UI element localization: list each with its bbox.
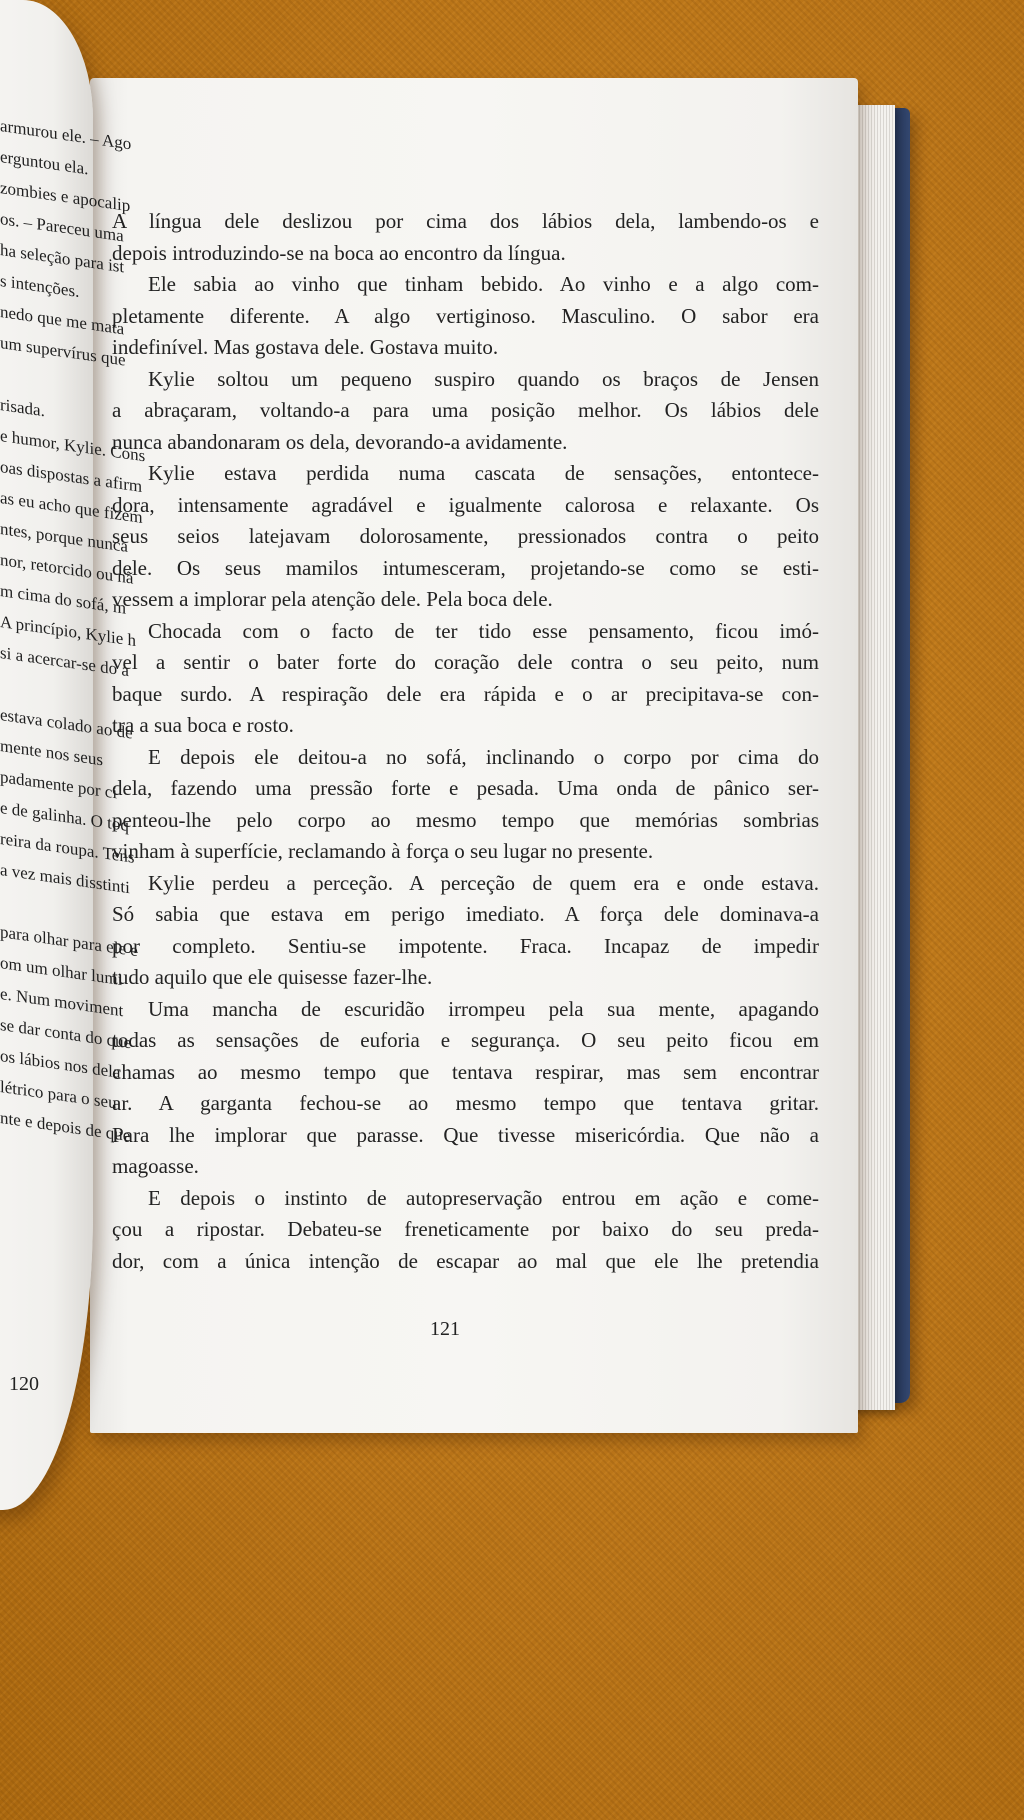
text-line: dela, fazendo uma pressão forte e pesada. Uma onda de pânico ser- (112, 776, 819, 800)
text-line: A língua dele deslizou por cima dos lábios dela, lambendo-os e (112, 209, 819, 233)
left-text-line: as eu acho que fizem (0, 488, 143, 528)
left-text-line: om um olhar lumi (0, 953, 123, 990)
left-text-line: m cima do sofá, m (0, 581, 127, 618)
left-text-line: mente nos seus (0, 736, 103, 770)
left-text-line: létrico para o seu (0, 1077, 117, 1113)
left-text-line: a vez mais disstinti (0, 860, 130, 898)
left-text-line: erguntou ela. (0, 147, 89, 179)
left-text-line: os. – Pareceu uma (0, 209, 124, 246)
text-line: baque surdo. A respiração dele era rápida e o ar precipitava-se con- (112, 681, 819, 706)
text-line: Ele sabia ao vinho que tinham bebido. Ao vinho e a algo com- (148, 272, 819, 296)
left-text-line: e de galinha. O toq (0, 798, 129, 836)
left-text-line: um supervírus que (0, 333, 126, 370)
text-line: E depois o instinto de autopreservação entrou em ação e come- (148, 1185, 819, 1210)
text-line: Uma mancha de escuridão irrompeu pela sua mente, apagando (148, 996, 819, 1021)
text-line: Kylie soltou um pequeno suspiro quando os braços de Jensen (148, 366, 819, 391)
left-text-line: padamente por ci (0, 767, 118, 803)
text-line: dor, com a única intenção de escapar ao mal que ele lhe pretendia (112, 1248, 819, 1273)
left-text-line: e. Num moviment (0, 984, 124, 1021)
right-page (90, 78, 858, 1433)
left-text-line: e humor, Kylie. Cons (0, 426, 146, 466)
text-line: penteou-lhe pelo corpo ao mesmo tempo que memórias sombrias (112, 807, 819, 832)
text-line: por completo. Sentiu-se impotente. Fraca. Incapaz de impedir (112, 933, 819, 958)
text-line: çou a ripostar. Debateu-se freneticamente por baixo do seu preda- (112, 1217, 819, 1241)
text-line: tudo aquilo que ele quisesse fazer-lhe. (112, 965, 433, 989)
text-line: pletamente diferente. A algo vertiginoso. Masculino. O sabor era (112, 303, 819, 328)
text-line: magoasse. (112, 1154, 199, 1178)
text-line: chamas ao mesmo tempo que tentava respirar, mas sem encontrar (112, 1059, 819, 1084)
left-text-line: nedo que me mata (0, 302, 125, 339)
left-text-line: se dar conta do que (0, 1015, 132, 1053)
left-text-line: risada. (0, 395, 45, 421)
left-text-line: s intenções. (0, 271, 80, 302)
left-text-line: A princípio, Kylie h (0, 612, 136, 651)
left-text-line: estava colado ao de (0, 705, 133, 743)
left-text-line: ha seleção para ist (0, 240, 125, 277)
left-text-line: ntes, porque nunca (0, 519, 128, 556)
left-text-line: zombies e apocalip (0, 178, 131, 216)
left-page-text (0, 110, 146, 1146)
left-page (0, 0, 146, 1510)
text-line: nunca abandonaram os dela, devorando-a avidamente. (112, 429, 568, 454)
text-line: ar. A garganta fechou-se ao mesmo tempo que tentava gritar. (112, 1091, 819, 1115)
left-text-line: reira da roupa. Tens (0, 829, 135, 867)
text-line: vinham à superfície, reclamando à força o seu lugar no presente. (112, 839, 654, 863)
text-line: vessem a implorar pela atenção dele. Pela boca dele. (112, 587, 553, 611)
text-line: Só sabia que estava em perigo imediato. A força dele dominava-a (112, 902, 819, 926)
text-line: vel a sentir o bater forte do coração dele contra o seu peito, num (112, 650, 819, 674)
right-page-text (112, 206, 819, 1277)
left-text-line: nte e depois de que (0, 1108, 131, 1146)
right-page-number: 121 (430, 1318, 460, 1340)
text-line: a abraçaram, voltando-a para uma posição melhor. Os lábios dele (112, 398, 819, 422)
text-line: dele. Os seus mamilos intumesceram, projetando-se como se esti- (112, 555, 819, 580)
left-text-line: armurou ele. – Ago (0, 116, 132, 154)
text-line: Kylie estava perdida numa cascata de sensações, entontece- (148, 461, 819, 485)
left-text-line: si a acercar-se do a (0, 643, 129, 681)
text-line: Para lhe implorar que parasse. Que tivesse misericórdia. Que não a (112, 1122, 819, 1147)
left-text-line: nor, retorcido ou nã (0, 550, 134, 588)
text-line: E depois ele deitou-a no sofá, inclinando o corpo por cima do (148, 744, 819, 769)
text-line: depois introduzindo-se na boca ao encontro da língua. (112, 240, 566, 265)
text-line: dora, intensamente agradável e igualmente calorosa e relaxante. Os (112, 492, 819, 517)
text-line: Kylie perdeu a perceção. A perceção de quem era e onde estava. (148, 870, 819, 895)
text-line: tra a sua boca e rosto. (112, 713, 294, 737)
text-line: indefinível. Mas gostava dele. Gostava muito. (112, 335, 499, 359)
text-line: todas as sensações de euforia e segurança. O seu peito ficou em (112, 1028, 819, 1052)
text-line: seus seios latejavam dolorosamente, pressionados contra o peito (112, 524, 819, 548)
left-text-line: oas dispostas a afirm (0, 457, 143, 496)
left-text-line: os lábios nos dela (0, 1046, 121, 1082)
text-line: Chocada com o facto de ter tido esse pensamento, ficou imó- (148, 618, 819, 643)
left-text-line: para olhar para ele e (0, 922, 138, 961)
left-page-number: 120 (9, 1373, 39, 1395)
